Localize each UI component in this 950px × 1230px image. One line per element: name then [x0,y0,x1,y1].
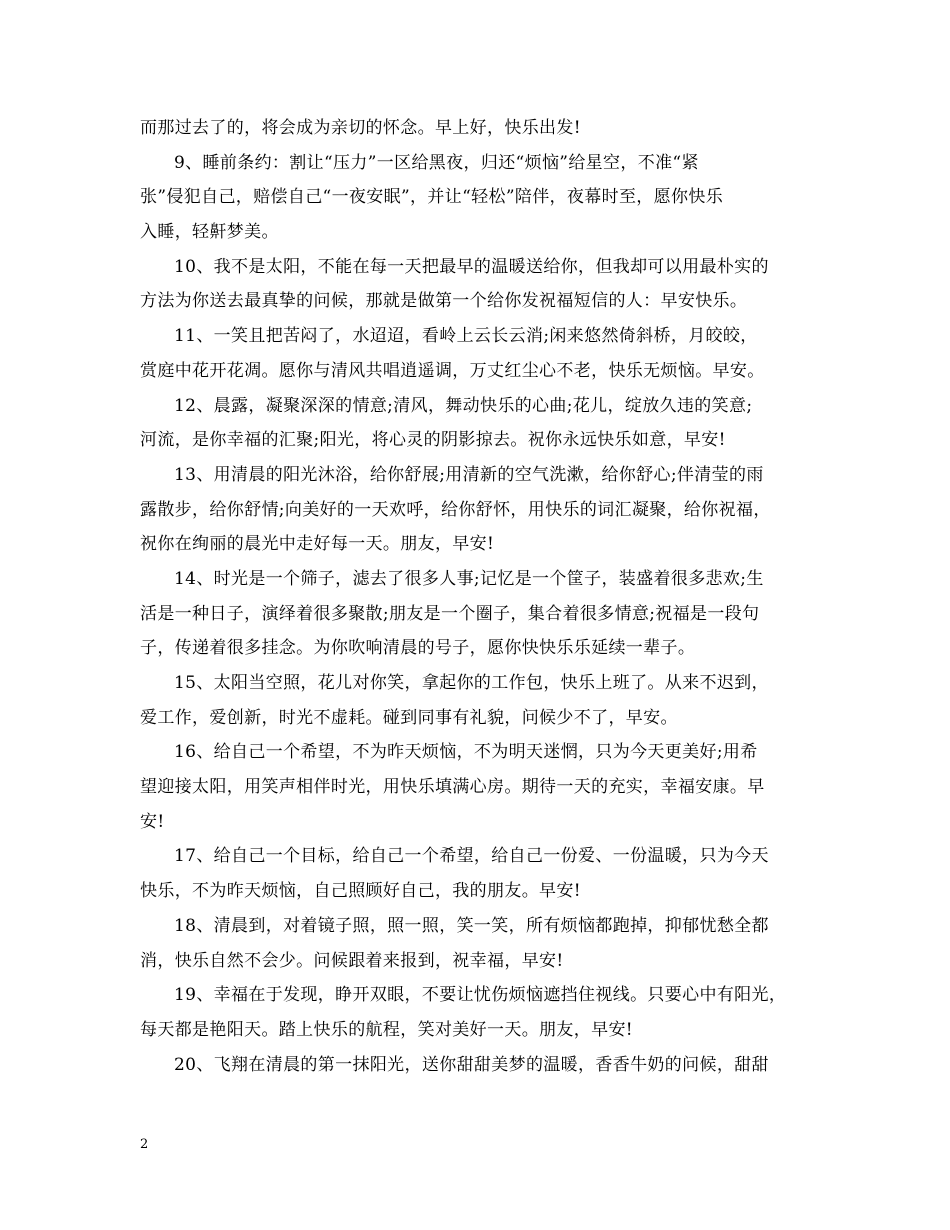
page-number: 2 [140,1137,149,1152]
text-line: 方法为你送去最真挚的问候，那就是做第一个给你发祝福短信的人：早安快乐。 [140,291,748,312]
text-line: 爱工作，爱创新，时光不虚耗。碰到同事有礼貌，问候少不了，早安。 [140,707,678,728]
text-line: 16、给自己一个希望，不为昨天烦恼，不为明天迷惘，只为今天更美好;用希 [174,742,758,763]
text-line: 19、幸福在于发现，睁开双眼，不要让忧伤烦恼遮挡住视线。只要心中有阳光， [174,985,787,1006]
text-line: 15、太阳当空照，花儿对你笑，拿起你的工作包，快乐上班了。从来不迟到， [174,673,769,693]
text-line: 18、清晨到，对着镜子照，照一照，笑一笑，所有烦恼都跑掉，抑郁忧愁全都 [174,915,769,936]
text-line: 快乐，不为昨天烦恼，自己照顾好自己，我的朋友。早安! [140,881,581,902]
text-line: 17、给自己一个目标，给自己一个希望，给自己一份爱、一份温暖，只为今天 [174,846,769,867]
text-line: 望迎接太阳，用笑声相伴时光，用快乐填满心房。期待一天的充实，幸福安康。早 [140,777,765,798]
text-line: 露散步，给你舒情;向美好的一天欢呼，给你舒怀，用快乐的词汇凝聚，给你祝福， [140,499,771,520]
text-line: 入睡，轻鼾梦美。 [140,222,279,243]
text-line: 13、用清晨的阳光沐浴，给你舒展;用清新的空气洗漱，给你舒心;伴清莹的雨 [174,464,764,485]
text-line: 张”侵犯自己，赔偿自己“一夜安眠”，并让“轻松”陪伴，夜幕时至，愿你快乐 [140,187,724,208]
text-line: 祝你在绚丽的晨光中走好每一天。朋友，早安! [140,534,495,555]
text-line: 而那过去了的，将会成为亲切的怀念。早上好，快乐出发! [140,118,581,138]
text-line: 赏庭中花开花凋。愿你与清风共唱逍遥调，万丈红尘心不老，快乐无烦恼。早安。 [140,360,765,381]
text-line: 安! [140,811,165,832]
text-line: 活是一种日子，演绎着很多聚散;朋友是一个圈子，集合着很多情意;祝福是一段句 [140,603,760,624]
text-line: 消，快乐自然不会少。问候跟着来报到，祝幸福，早安! [140,950,564,971]
text-line: 每天都是艳阳天。踏上快乐的航程，笑对美好一天。朋友，早安! [140,1019,633,1040]
text-line: 10、我不是太阳，不能在每一天把最早的温暖送给你，但我却可以用最朴实的 [174,256,769,277]
text-line: 12、晨露，凝聚深深的情意;清风，舞动快乐的心曲;花儿，绽放久违的笑意; [174,395,753,416]
text-line: 河流，是你幸福的汇聚;阳光，将心灵的阴影掠去。祝你永远快乐如意，早安! [140,430,726,451]
body-text [140,111,812,1082]
text-line: 9、睡前条约：割让“压力”一区给黑夜，归还“烦恼”给星空，不准“紧 [174,152,699,173]
text-line: 14、时光是一个筛子，滤去了很多人事;记忆是一个筐子，装盛着很多悲欢;生 [174,568,764,589]
text-line: 20、飞翔在清晨的第一抹阳光，送你甜甜美梦的温暖，香香牛奶的问候，甜甜 [174,1054,769,1075]
text-line: 子，传递着很多挂念。为你吹响清晨的号子，愿你快快乐乐延续一辈子。 [140,638,696,659]
text-line: 11、一笑且把苦闷了，水迢迢，看岭上云长云消;闲来悠然倚斜桥，月皎皎， [174,326,758,347]
